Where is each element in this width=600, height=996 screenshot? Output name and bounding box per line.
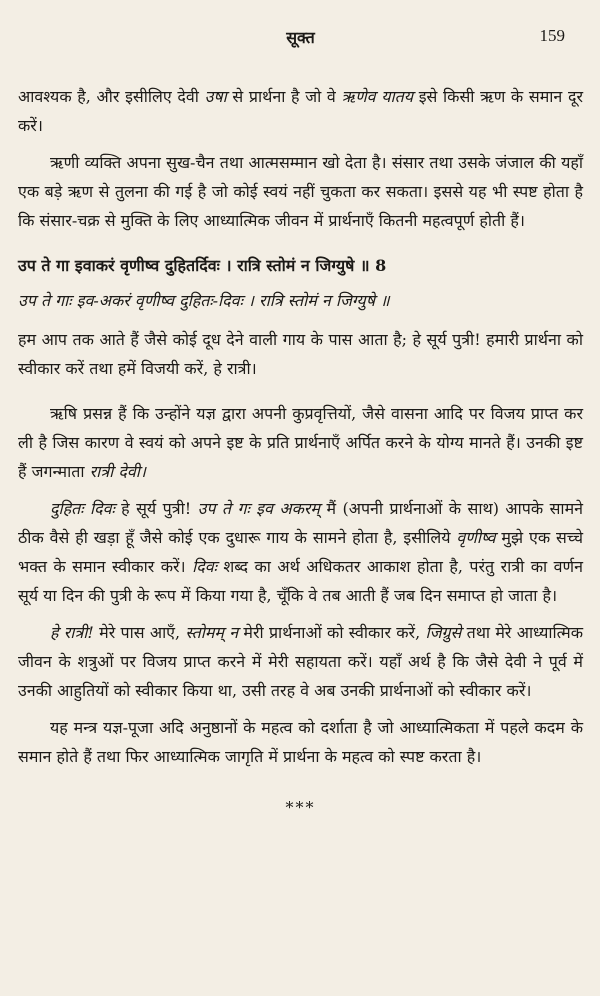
italic-term: दिवः xyxy=(192,557,217,576)
paragraph-rishi xyxy=(18,399,583,486)
paragraph-commentary-1 xyxy=(18,494,583,610)
section-separator: *** xyxy=(285,798,316,817)
page-number: 159 xyxy=(539,26,565,45)
verse-translation: हम आप तक आते हैं जैसे कोई दूध देने वाली गाय के पास आता है; हे सूर्य पुत्री! हमारी प्रार्थना को स्वीकार करें तथा हमें विजयी करें, हे रात्री। xyxy=(18,330,583,378)
text-segment: आवश्यक है, और इसीलिए देवी xyxy=(18,87,205,106)
running-head: सूक्त xyxy=(286,28,315,47)
text-segment: मेरे पास आएँ, xyxy=(93,623,186,642)
paragraph-debt-explanation: ऋणी व्यक्ति अपना सुख-चैन तथा आत्मसम्मान खो देता है। संसार तथा उसके जंजाल की यहाँ एक बड़े ऋण से तुलना की गई है जो कोई स्वयं नहीं चुकता कर सकता। इससे यह भी स्पष्ट होता है कि संसार-चक्र से मुक्ति के लिए आध्यात्मिक जीवन में प्रार्थनाएँ कितनी महत्वपूर्ण होती हैं। xyxy=(18,153,583,230)
text-segment: ऋषि प्रसन्न हैं कि उन्होंने यज्ञ द्वारा अपनी कुप्रवृत्तियों, जैसे वासना आदि पर विजय प्राप्त कर ली है जिस कारण वे स्वयं को अपने इष्ट के प्रति प्रार्थनाएँ अर्पित करने के योग्य मानते हैं। उनकी इष्ट हैं जगन्माता xyxy=(18,404,583,481)
text-segment: तथा मेरे आध्यात्मिक जीवन के शत्रुओं पर विजय प्राप्त करने में मेरी सहायता करें। यहाँ अर्थ है कि जैसे देवी ने पूर्व में उनकी आहुतियों को स्वीकार किया था, उसी तरह वे अब उनकी प्रार्थनाओं को स्वीकार करें। xyxy=(18,623,583,700)
page-header xyxy=(18,20,583,48)
text-segment: मुझे एक सच्चे भक्त के समान स्वीकार करें। xyxy=(18,528,583,576)
sanskrit-verse: उप ते गा इवाकरं वृणीष्व दुहितर्दिवः । रात्रि स्तोमं न जिग्युषे ॥ 8 xyxy=(18,256,387,275)
italic-term: उषा xyxy=(204,87,227,106)
italic-term: दुहितः दिवः xyxy=(50,499,115,518)
paragraph-continuation xyxy=(18,82,583,140)
italic-term: जिग्रुसे xyxy=(425,623,462,642)
text-segment: हे सूर्य पुत्री! xyxy=(114,499,198,518)
paragraph-conclusion: यह मन्त्र यज्ञ-पूजा अदि अनुष्ठानों के महत्व को दर्शाता है जो आध्यात्मिकता में पहले कदम के समान होते हैं तथा फिर आध्यात्मिक जागृति में प्रार्थना के महत्व को स्पष्ट करता है। xyxy=(18,718,583,766)
text-segment: शब्द का अर्थ अधिकतर आकाश होता है, परंतु रात्री का वर्णन सूर्य या दिन की पुत्री के रूप में किया गया है, चूँकि वे तब आती हैं जब दिन समाप्त हो जाता है। xyxy=(18,557,583,605)
paragraph-commentary-2 xyxy=(18,618,583,705)
italic-term: ऋणेव यातय xyxy=(341,87,414,106)
page-body xyxy=(18,82,583,822)
book-page xyxy=(18,20,583,980)
italic-term: वृणीष्व xyxy=(456,528,496,547)
italic-term: रात्री देवी। xyxy=(89,462,146,481)
text-segment: मेरी प्रार्थनाओं को स्वीकार करें, xyxy=(238,623,426,642)
text-segment: मैं (अपनी प्रार्थनाओं के साथ) आपके सामने ठीक वैसे ही खड़ा हूँ जैसे कोई एक दुधारू गाय के सामने होता है, इसीलिये xyxy=(18,499,584,547)
text-segment: से प्रार्थना है जो वे xyxy=(226,87,342,106)
text-segment: इसे किसी ऋण के समान दूर करें। xyxy=(18,87,583,135)
italic-term: उप ते गः इव अकरम् xyxy=(197,499,321,518)
italic-term: हे रात्री! xyxy=(50,623,94,642)
verse-word-split: उप ते गाः इव-अकरं वृणीष्व दुहितः-दिवः । रात्रि स्तोमं न जिग्युषे ॥ xyxy=(18,291,390,310)
italic-term: स्तोमम् न xyxy=(185,623,239,642)
